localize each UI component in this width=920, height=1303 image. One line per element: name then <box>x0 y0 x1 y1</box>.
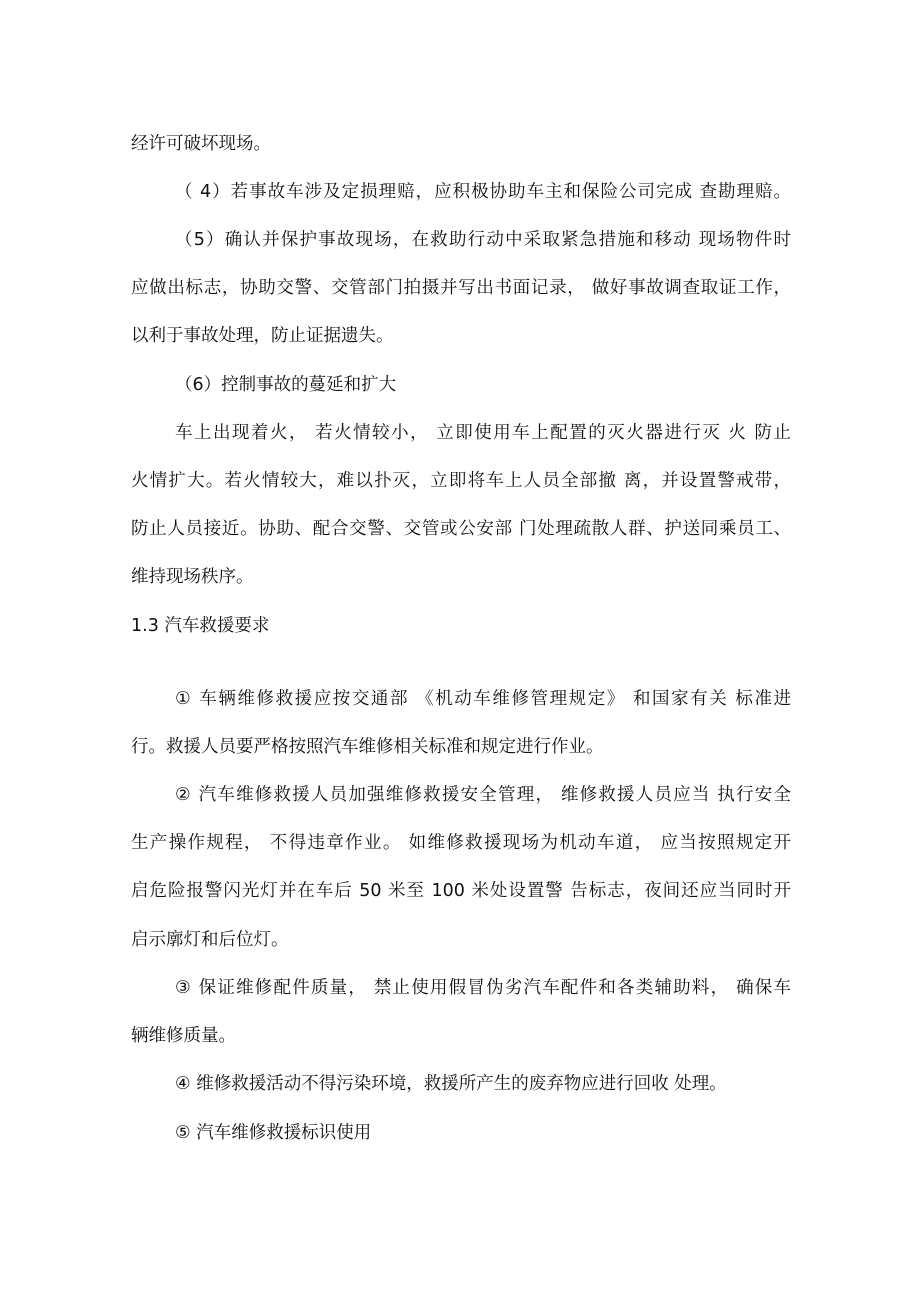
text-line: 生产操作规程， 不得违章作业。 如维修救援现场为机动车道， 应当按照规定开 <box>131 833 791 853</box>
text-line: 应做出标志，协助交警、交管部门拍摄并写出书面记录， 做好事故调查取证工作， <box>131 278 791 298</box>
text-line: ③ 保证维修配件质量， 禁止使用假冒伪劣汽车配件和各类辅助料， 确保车 <box>175 978 791 998</box>
text-line: 启示廓灯和后位灯。 <box>131 930 289 950</box>
text-line: 辆维修质量。 <box>131 1026 236 1046</box>
text-line: （5）确认并保护事故现场，在救助行动中采取紧急措施和移动 现场物件时 <box>175 230 791 250</box>
text-line: ⑤ 汽车维修救援标识使用 <box>175 1123 372 1143</box>
section-heading: 1.3 汽车救援要求 <box>131 616 270 636</box>
text-line: ④ 维修救援活动不得污染环境，救援所产生的废弃物应进行回收 处理。 <box>175 1074 727 1094</box>
text-line: ② 汽车维修救援人员加强维修救援安全管理， 维修救援人员应当 执行安全 <box>175 785 791 805</box>
text-line: 车上出现着火， 若火情较小， 立即使用车上配置的灭火器进行灭 火 防止 <box>175 423 791 443</box>
text-line: 维持现场秩序。 <box>131 567 254 587</box>
text-line: 经许可破坏现场。 <box>131 134 271 154</box>
section-heading: （6）控制事故的蔓延和扩大 <box>175 375 397 395</box>
text-line: 启危险报警闪光灯并在车后 50 米至 100 米处设置警 告标志，夜间还应当同时开 <box>131 881 791 901</box>
text-line: ① 车辆维修救援应按交通部 《机动车维修管理规定》 和国家有关 标准进 <box>175 689 791 709</box>
text-line: 防止人员接近。协助、配合交警、交管或公安部 门处理疏散人群、护送同乘员工、 <box>131 519 791 539</box>
text-line: （ 4）若事故车涉及定损理赔，应积极协助车主和保险公司完成 查勘理赔。 <box>175 182 791 202</box>
text-line: 火情扩大。若火情较大，难以扑灭，立即将车上人员全部撤 离，并设置警戒带， <box>131 471 791 491</box>
text-line: 行。救援人员要严格按照汽车维修相关标准和规定进行作业。 <box>131 737 604 757</box>
text-line: 以利于事故处理，防止证据遗失。 <box>131 326 394 346</box>
